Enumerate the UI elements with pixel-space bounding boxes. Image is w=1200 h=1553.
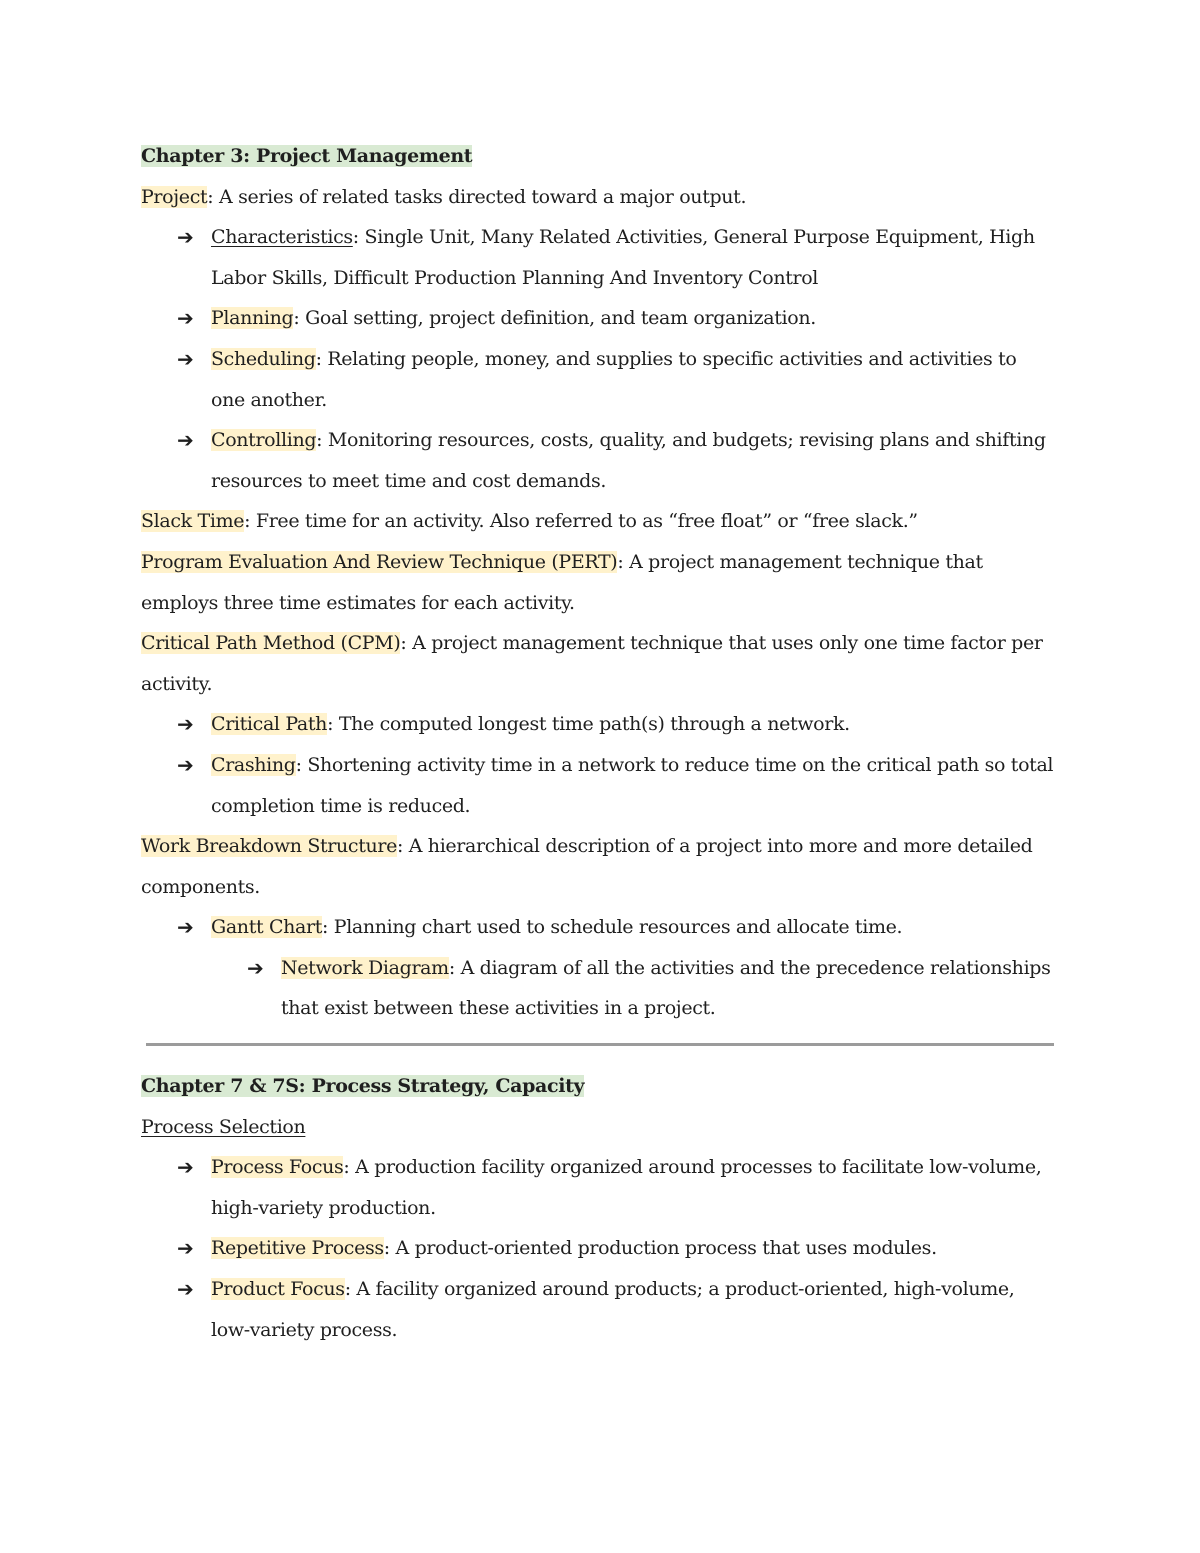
- document-body: [141, 136, 1071, 1350]
- arrow-right-icon: ➔: [177, 1236, 194, 1261]
- chapter-3-heading: Chapter 3: Project Management: [141, 145, 473, 167]
- definition-slack-time: Slack Time: Free time for an activity. Also referred to as “free float” or “free slack.”: [141, 510, 918, 533]
- definition-wbs: Work Breakdown Structure: A hierarchical description of a project into more and more detailed components.: [141, 835, 1033, 898]
- arrow-right-icon: ➔: [177, 428, 194, 453]
- bullet-critical-path: ➔ Critical Path: The computed longest time path(s) through a network.: [141, 704, 1071, 745]
- chapter-7-heading: Chapter 7 & 7S: Process Strategy, Capacity: [141, 1075, 585, 1098]
- section-divider: [146, 1043, 1054, 1046]
- arrow-right-icon: ➔: [177, 1155, 194, 1180]
- arrow-right-icon: ➔: [177, 1277, 194, 1302]
- arrow-right-icon: ➔: [177, 225, 194, 250]
- arrow-right-icon: ➔: [177, 915, 194, 940]
- definition-pert: Program Evaluation And Review Technique (PERT): A project management technique that employs three time estimates for each activity.: [141, 550, 983, 614]
- arrow-right-icon: ➔: [177, 306, 194, 331]
- arrow-right-icon: ➔: [177, 346, 194, 371]
- bullet-crashing: ➔ Crashing: Shortening activity time in a network to reduce time on the critical path so total completion time is reduced.: [141, 745, 1071, 826]
- arrow-right-icon: ➔: [177, 752, 194, 777]
- bullet-process-focus: ➔ Process Focus: A production facility organized around processes to facilitate low-volume, high-variety production.: [141, 1147, 1071, 1228]
- bullet-controlling: ➔ Controlling: Monitoring resources, costs, quality, and budgets; revising plans and shifting resources to meet time and cost demands.: [141, 420, 1071, 501]
- bullet-planning: ➔ Planning: Goal setting, project definition, and team organization.: [141, 298, 1071, 339]
- bullet-repetitive-process: ➔ Repetitive Process: A product-oriented production process that uses modules.: [141, 1228, 1071, 1269]
- bullet-characteristics: ➔ Characteristics: Single Unit, Many Related Activities, General Purpose Equipment, High Labor Skills, Difficult Production Planning And Inventory Control: [141, 217, 1071, 298]
- definition-cpm: Critical Path Method (CPM): A project management technique that uses only one time factor per activity.: [141, 632, 1043, 695]
- arrow-right-icon: ➔: [177, 712, 194, 737]
- bullet-product-focus: ➔ Product Focus: A facility organized around products; a product-oriented, high-volume, low-variety process.: [141, 1269, 1071, 1350]
- arrow-right-icon: ➔: [247, 955, 264, 980]
- bullet-scheduling: ➔ Scheduling: Relating people, money, and supplies to specific activities and activities to one another.: [141, 339, 1071, 420]
- definition-project: Project: A series of related tasks directed toward a major output.: [141, 185, 747, 208]
- bullet-gantt-chart: ➔ Gantt Chart: Planning chart used to schedule resources and allocate time.: [141, 907, 1071, 948]
- process-selection-subheading: Process Selection: [141, 1115, 306, 1138]
- bullet-network-diagram: ➔ Network Diagram: A diagram of all the activities and the precedence relationships that exist between these activities in a project.: [141, 948, 1071, 1029]
